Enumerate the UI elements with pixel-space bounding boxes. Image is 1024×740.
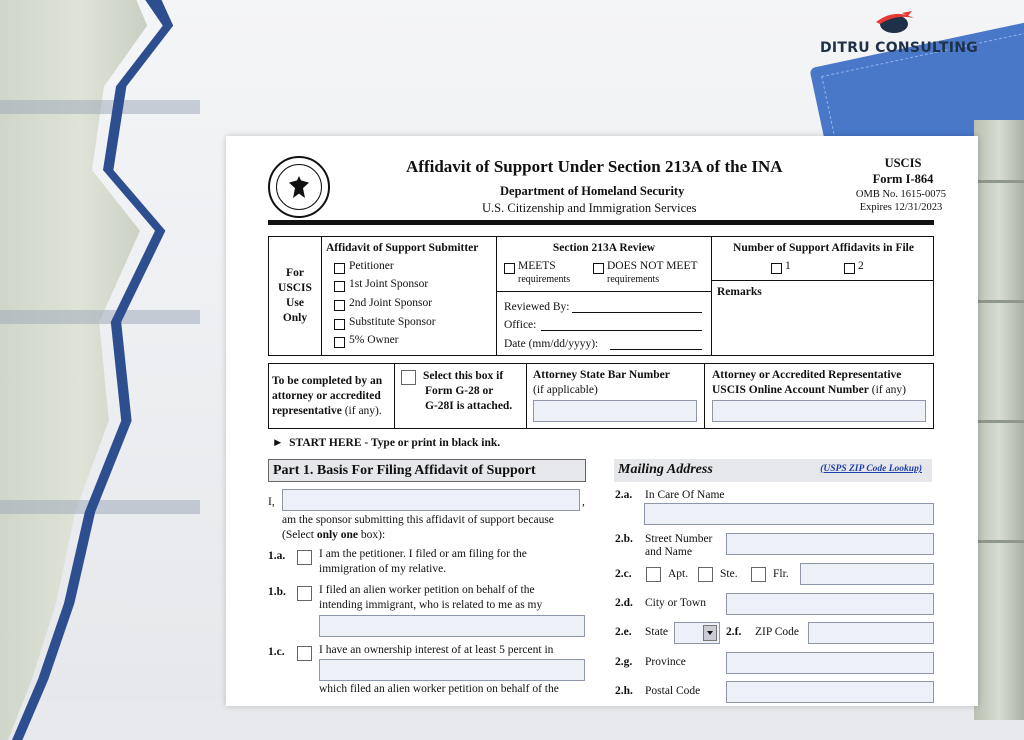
header-rule [268, 220, 934, 225]
substitute-sponsor-checkbox[interactable] [334, 319, 345, 330]
province-input[interactable] [726, 652, 934, 674]
street-input[interactable] [726, 533, 934, 555]
money-photo-left [0, 0, 260, 740]
online-account-heading: Attorney or Accredited Representative [712, 369, 902, 381]
g28-checkbox[interactable] [401, 370, 416, 385]
online-account-input[interactable] [712, 400, 926, 422]
five-percent-owner-checkbox[interactable] [334, 337, 345, 348]
uscis-use-label: For USCIS Use Only [278, 267, 312, 324]
state-select[interactable] [674, 622, 720, 644]
attorney-instructions: To be completed by an attorney or accredited representative (if any). [272, 375, 383, 417]
chevron-down-icon[interactable] [703, 625, 717, 641]
bar-number-heading: Attorney State Bar Number [533, 369, 670, 381]
plane-globe-icon [872, 10, 916, 34]
meets-label: MEETS [518, 260, 556, 272]
five-percent-owner-label: 5% Owner [349, 334, 399, 346]
review-heading: Section 213A Review [552, 242, 656, 254]
basis-1b-checkbox[interactable] [297, 586, 312, 601]
omb-number: OMB No. 1615-0075 [855, 189, 947, 200]
expiration: Expires 12/31/2023 [859, 202, 943, 213]
zip-code-input[interactable] [808, 622, 934, 644]
entity-name-input[interactable] [319, 659, 585, 681]
form-title: Affidavit of Support Under Section 213A of the INA [406, 157, 783, 176]
number-1-checkbox[interactable] [771, 263, 782, 274]
select-one-text: (Select only one box): [282, 529, 386, 541]
g28-label: Select this box if Form G-28 or G-28I is attached. [423, 370, 513, 412]
agency-short: USCIS [884, 156, 922, 170]
agency: U.S. Citizenship and Immigration Services [482, 201, 697, 215]
reviewed-by-line[interactable] [572, 312, 702, 313]
joint-sponsor-1-label: 1st Joint Sponsor [349, 278, 429, 290]
brand-name: DITRU CONSULTING [819, 40, 979, 56]
meets-checkbox[interactable] [504, 263, 515, 274]
department: Department of Homeland Security [500, 184, 685, 198]
care-of-name-input[interactable] [644, 503, 934, 525]
usps-zip-link[interactable]: (USPS ZIP Code Lookup) [820, 464, 922, 474]
flr-checkbox[interactable] [751, 567, 766, 582]
date-line[interactable] [610, 349, 702, 350]
substitute-sponsor-label: Substitute Sponsor [349, 316, 436, 328]
basis-1c-checkbox[interactable] [297, 646, 312, 661]
bar-number-input[interactable] [533, 400, 697, 422]
ste-checkbox[interactable] [698, 567, 713, 582]
apt-checkbox[interactable] [646, 567, 661, 582]
start-here: ► START HERE - Type or print in black ink. [272, 437, 501, 449]
brand-logo [814, 6, 984, 62]
money-photo-right [974, 120, 1024, 720]
not-meet-label: DOES NOT MEET [607, 260, 698, 272]
date-label: Date (mm/dd/yyyy): [504, 338, 599, 350]
petitioner-checkbox[interactable] [334, 263, 345, 274]
sponsor-text: am the sponsor submitting this affidavit of support because [282, 514, 554, 526]
joint-sponsor-1-checkbox[interactable] [334, 281, 345, 292]
number-heading: Number of Support Affidavits in File [733, 242, 914, 254]
part1-heading: Part 1. Basis For Filing Affidavit of Support [268, 459, 586, 482]
remarks-label: Remarks [717, 286, 762, 298]
sponsor-name-input[interactable] [282, 489, 580, 511]
dhs-seal-icon [268, 156, 330, 218]
office-label: Office: [504, 319, 537, 331]
mailing-heading: Mailing Address (USPS ZIP Code Lookup) [614, 459, 932, 482]
petitioner-label: Petitioner [349, 260, 394, 272]
not-meet-checkbox[interactable] [593, 263, 604, 274]
basis-1a-checkbox[interactable] [297, 550, 312, 565]
relationship-input[interactable] [319, 615, 585, 637]
reviewed-by-label: Reviewed By: [504, 301, 570, 313]
number-2-checkbox[interactable] [844, 263, 855, 274]
form-number: Form I-864 [872, 172, 934, 186]
postal-code-input[interactable] [726, 681, 934, 703]
office-line[interactable] [541, 330, 702, 331]
submitter-heading: Affidavit of Support Submitter [326, 242, 479, 254]
form-page: Affidavit of Support Under Section 213A of the INA Department of Homeland Security U.S. Citizenship and Immigration Services USCIS Form I-864 OMB No. 1615-0075 Expires 12/31/2023 For USCIS Use Only Affidavit of Support Submitter Petitioner 1st Joint Sponsor 2nd Joint Sponsor Substitute Sponsor 5% Owner Section 213A Review MEETS requirements DOES NOT MEET requirements Reviewed By: Office: Date (mm/dd/yyyy): Number of Support Affidavits in File 1 2 Remarks To be completed by an attorney or accredited representative (if any). Select this box if Form G-28 or G-28I is attached. Attorney State Bar Number (if applicable) Attorney or Accredited Representative USCIS Online Account Number (if any) ► START HERE - Type or print in black ink. Part 1. Basis For Filing Affidavit of Support I, , am the sponsor submitting this affidavit of support because (Select only one box): 1.a. I am the petitioner. I filed or am filing for the immigration of my relative. 1.b. I filed an alien worker petition on behalf of the intending immigrant, who is related to me as my 1.c. I have an ownership interest of at least 5 percent in which filed an alien worker petition on behalf of the Mailing Address (USPS ZIP Code Lookup) 2.a. In Care Of Name 2.b. Street Number and Name 2.c. Apt. Ste. Flr. 2.d. City or Town 2.e. State 2.f. ZIP Code 2.g. Province 2.h. Postal Code [226, 136, 978, 706]
city-input[interactable] [726, 593, 934, 615]
joint-sponsor-2-label: 2nd Joint Sponsor [349, 297, 433, 309]
unit-number-input[interactable] [800, 563, 934, 585]
joint-sponsor-2-checkbox[interactable] [334, 300, 345, 311]
